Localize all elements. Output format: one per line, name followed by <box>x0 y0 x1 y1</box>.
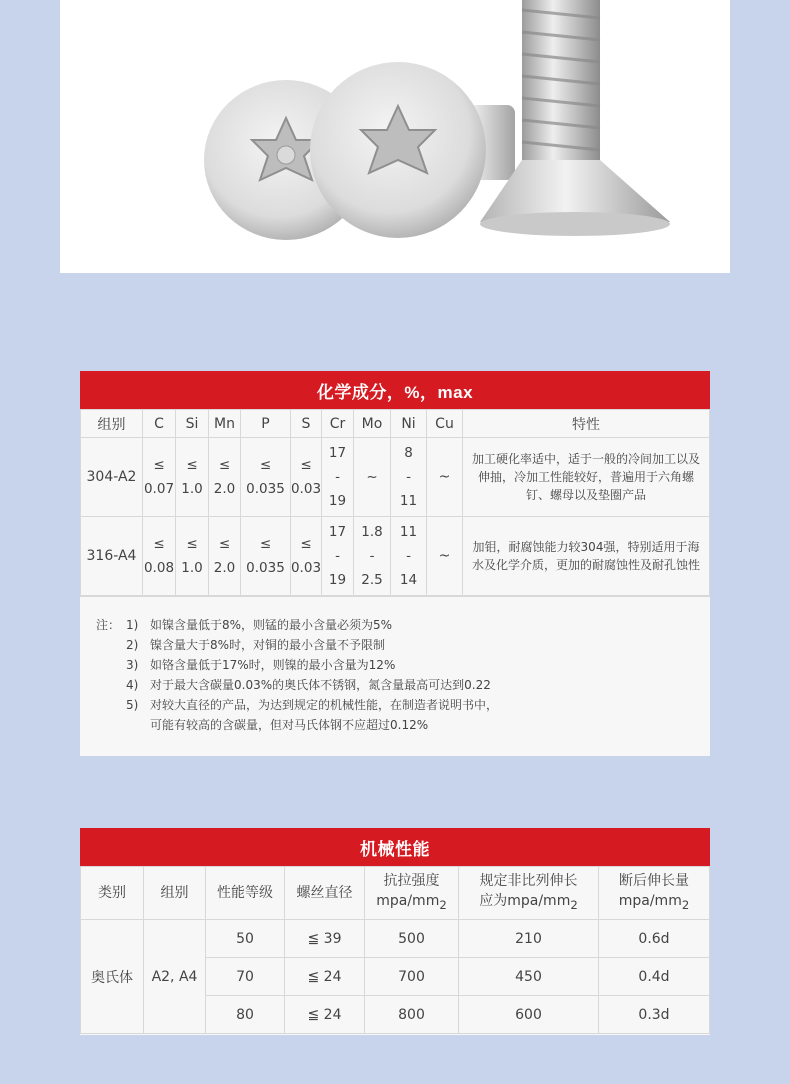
chemical-composition-table <box>80 371 710 756</box>
mo-cell: 1.8 - 2.5 <box>354 517 391 596</box>
elongation-cell: 0.4d <box>599 958 710 996</box>
note-item <box>96 695 710 715</box>
note-text: 对于最大含碳量0.03%的奥氏体不锈钢，氮含量最高可达到0.22 <box>150 678 491 692</box>
s-cell: ≤ 0.03 <box>291 438 322 517</box>
cr-cell: 17 - 19 <box>322 517 354 596</box>
note-item <box>96 615 710 635</box>
chemical-grid <box>80 409 710 596</box>
note-number: 4) <box>126 678 139 692</box>
header-group: 组别 <box>144 867 206 920</box>
tensile-cell: 800 <box>365 996 459 1034</box>
note-number: 1) <box>126 618 139 632</box>
note-text: 如镍含量低于8%，则锰的最小含量必须为5% <box>150 618 393 632</box>
ni-cell: 11 - 14 <box>391 517 427 596</box>
header-ni: Ni <box>391 410 427 438</box>
elongation-cell: 0.6d <box>599 920 710 958</box>
p-cell: ≤ 0.035 <box>241 517 291 596</box>
p-cell: ≤ 0.035 <box>241 438 291 517</box>
header-cu: Cu <box>427 410 463 438</box>
note-number: 5) <box>126 698 139 712</box>
c-cell: ≤ 0.08 <box>143 517 176 596</box>
mechanical-table-title: 机械性能 <box>80 828 710 866</box>
diameter-cell: ≦ 39 <box>285 920 365 958</box>
mo-cell: ~ <box>354 438 391 517</box>
header-p: P <box>241 410 291 438</box>
header-properties: 特性 <box>463 410 710 438</box>
group-cell: A2, A4 <box>144 920 206 1034</box>
note-item <box>96 675 710 695</box>
header-yield: 规定非比列伸长 应为mpa/$mm_2$ <box>459 867 599 920</box>
mn-cell: ≤ 2.0 <box>209 517 241 596</box>
cr-cell: 17 - 19 <box>322 438 354 517</box>
elongation-cell: 0.3d <box>599 996 710 1034</box>
header-c: C <box>143 410 176 438</box>
properties-cell: 加钼，耐腐蚀能力较304强，特别适用于海水及化学介质，更加的耐腐蚀性及耐孔蚀性 <box>463 517 710 596</box>
header-cr: Cr <box>322 410 354 438</box>
grade-cell: 50 <box>206 920 285 958</box>
diameter-cell: ≦ 24 <box>285 996 365 1034</box>
si-cell: ≤ 1.0 <box>176 438 209 517</box>
table-row <box>81 920 710 958</box>
chemical-notes <box>80 596 710 735</box>
grade-cell: 70 <box>206 958 285 996</box>
category-cell: 奥氏体 <box>81 920 144 1034</box>
header-mn: Mn <box>209 410 241 438</box>
c-cell: ≤ 0.07 <box>143 438 176 517</box>
note-text: 对较大直径的产品，为达到规定的机械性能，在制造者说明书中， <box>150 698 499 712</box>
diameter-cell: ≦ 24 <box>285 958 365 996</box>
yield-cell: 450 <box>459 958 599 996</box>
yield-cell: 600 <box>459 996 599 1034</box>
note-text: 如铬含量低于17%时，则镍的最小含量为12% <box>150 658 396 672</box>
header-elongation: 断后伸长量 mpa/$mm_2$ <box>599 867 710 920</box>
mechanical-grid <box>80 866 710 1034</box>
table-row <box>81 517 710 596</box>
cu-cell: ~ <box>427 438 463 517</box>
header-mo: Mo <box>354 410 391 438</box>
yield-cell: 210 <box>459 920 599 958</box>
header-tensile: 抗拉强度 mpa/$mm_2$ <box>365 867 459 920</box>
s-cell: ≤ 0.03 <box>291 517 322 596</box>
chemical-header-row <box>81 410 710 438</box>
note-item <box>96 655 710 675</box>
mechanical-properties-table <box>80 828 710 1035</box>
table-row <box>81 438 710 517</box>
header-category: 类别 <box>81 867 144 920</box>
note-item <box>96 635 710 655</box>
properties-cell: 加工硬化率适中，适于一般的冷间加工以及伸抽，冷加工性能较好，普遍用于六角螺钉、螺母以及垫圈产品 <box>463 438 710 517</box>
header-grade: 性能等级 <box>206 867 285 920</box>
header-si: Si <box>176 410 209 438</box>
cu-cell: ~ <box>427 517 463 596</box>
group-cell: 304-A2 <box>81 438 143 517</box>
si-cell: ≤ 1.0 <box>176 517 209 596</box>
header-s: S <box>291 410 322 438</box>
tensile-cell: 500 <box>365 920 459 958</box>
countersunk-screw-illustration <box>60 0 730 273</box>
note-continuation: 可能有较高的含碳量，但对马氏体钢不应超过0.12% <box>150 718 429 732</box>
note-number: 3) <box>126 658 139 672</box>
mn-cell: ≤ 2.0 <box>209 438 241 517</box>
chemical-table-title: 化学成分，%，max <box>80 371 710 409</box>
group-cell: 316-A4 <box>81 517 143 596</box>
tensile-cell: 700 <box>365 958 459 996</box>
header-group: 组别 <box>81 410 143 438</box>
product-photo <box>60 0 730 273</box>
ni-cell: 8 - 11 <box>391 438 427 517</box>
grade-cell: 80 <box>206 996 285 1034</box>
mechanical-header-row <box>81 867 710 920</box>
note-number: 2) <box>126 638 139 652</box>
note-text: 镍含量大于8%时，对铜的最小含量不予限制 <box>150 638 386 652</box>
notes-label: 注： <box>96 618 121 632</box>
header-diameter: 螺丝直径 <box>285 867 365 920</box>
